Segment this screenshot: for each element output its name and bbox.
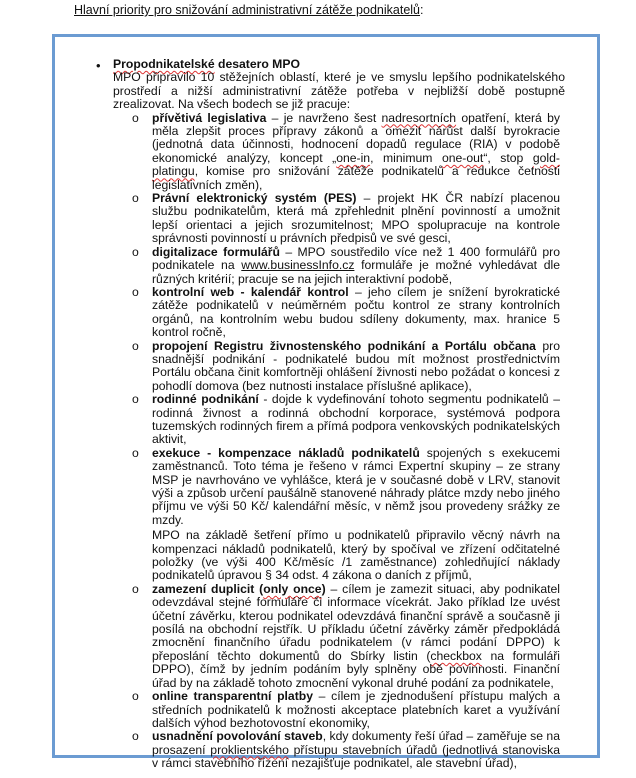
bold-label: digitalizace formulářů — [152, 244, 280, 259]
box-content — [55, 58, 597, 771]
text-segment: nadresortních — [381, 110, 457, 125]
bold-label: rodinné podnikání — [152, 392, 259, 407]
priority-item — [132, 445, 560, 583]
text-segment: – cílem je zamezit situaci, aby podnikatel odevzdával stejné formuláře či informace vícekrát. Jako příklad lze uvést účetní závěrku, kterou podnikatel odevzdává finanční správě a současně ji posílá na obchodní rejstřík. U příkladu účetní závěrky záměr předpokládá zmocnění finančního úřadu podnikatelem (v rámci podání DPPO) k přeposlání těchto dokumentů do Sbírky listin ( — [152, 581, 560, 663]
title-colon: : — [420, 3, 424, 17]
circle-bullet-icon: o — [132, 338, 139, 353]
text-segment: přístupu stavebních úřadů (jednotlivá stanoviska v rámci stavebního řízení nezajišťuje podnikatel, ale stavební úřad), — [152, 742, 560, 771]
priority-list — [113, 112, 565, 771]
text-segment: na formuláři DPPO), čímž by jedním podáním byly splněny obě povinnosti. Finanční úřad by na základě tohoto zmocnění vykonal druhé podání za podnikatele, — [152, 648, 560, 690]
bold-label: kontrolní web - kalendář kontrol — [152, 284, 349, 299]
priority-item-text — [152, 340, 560, 394]
title-text: Hlavní priority pro snižování administrativní zátěže podnikatelů — [74, 3, 421, 17]
text-segment: spojených s exekucemi zaměstnanců. Toto téma je řešeno v rámci Expertní skupiny – ze strany MSP je navrhováno ve vyhlášce, která je v současné době v LRV, stanovit výši a způsob určení paušálně stanovené náhrady plátce mzdy nebo jiného příjmu ve výši 50 Kč/ kalendářní měsíc, v němž jsou provedeny srážky ze mzdy. — [152, 445, 560, 527]
text-segment: proklientského — [210, 742, 289, 757]
bullet-icon: • — [96, 58, 101, 73]
text-segment: one-out — [441, 150, 484, 165]
section-heading — [113, 58, 565, 71]
text-segment: – MPO soustředilo více než 1 400 formulářů pro podnikatele na — [152, 244, 560, 273]
text-segment: desatero MPO — [214, 57, 300, 71]
priority-item-text — [152, 246, 560, 286]
bold-label: exekuce - kompenzace nákladů podnikatelů — [152, 445, 420, 460]
text-segment: opatření, která by měla zlepšit proces přípravy zákonů a omezit nárůst další byrokracie (jednotná data účinnosti, hodnocení dopadů regulace (RIA) v podobě ekonomické analýzy, koncept „ — [152, 110, 560, 165]
text-segment: – cílem je zjednodušení přístupu malých a středních podnikatelů k možnosti akceptace platebních karet a využívání dalších výhod bezhotovostní ekonomiky, — [152, 689, 560, 730]
priority-item-text — [152, 192, 560, 246]
bold-label: Právní elektronický systém (PES) — [152, 191, 357, 206]
circle-bullet-icon: o — [132, 244, 139, 259]
text-segment: – jeho cílem je snížení byrokratické zátěže podnikatelů v neúměrném počtu kontrol ze strany kontrolních orgánů, na kontrolním webu budou sdíleny dokumenty, max. hranice 5 kontrol ročně, — [152, 284, 560, 340]
priority-item-text — [152, 286, 560, 340]
bold-label: only once — [263, 581, 322, 596]
circle-bullet-icon: o — [132, 284, 139, 299]
priority-item-text — [152, 583, 560, 690]
bold-label: propojení Registru živnostenského podnikání a Portálu občana — [152, 338, 536, 353]
text-segment: , minimum — [370, 150, 442, 165]
text-segment: gold-platingu — [152, 150, 560, 179]
priority-item-text — [152, 112, 560, 192]
priority-item-continuation: MPO na základě šetření přímo u podnikatelů připravilo věcný návrh na kompenzaci nákladů podnikatelů, který by spočíval ve zřízení odčitatelné položky (ve výši 400 Kč/měsíc /1 zaměstnance) zohledňující náklady podnikatelů úpravou § 34 odst. 4 zákona o daních z příjmů, — [152, 528, 560, 583]
priority-item — [132, 244, 560, 286]
text-segment: pro snadnější podnikání - podnikatelé budou mít možnost prostřednictvím Portálu občana činit komfortněji ohlášení živnosti nebo požádat o koncesi z pohodlí domova (bez nutnosti instalace příslušné aplikace), — [152, 338, 560, 393]
priority-item — [132, 392, 560, 447]
priority-item-text — [152, 730, 560, 770]
text-segment: – projekt HK ČR nabízí placenou službu podnikatelům, která má zpřehlednit plnění povinností a umožnit lepší orientaci a jejich srozumitelnost; MPO spolupracuje na kontrole správnosti povinností u právních předpisů ve své gesci, — [152, 191, 560, 246]
priority-item — [132, 284, 560, 340]
text-segment: formuláře je možné vyhledávat dle různých kritérií; pracuje se na jejich interaktivní podobě, — [152, 258, 560, 286]
priority-item-text — [152, 393, 560, 447]
text-segment: – je navrženo šest — [266, 110, 382, 125]
priority-item-text — [152, 690, 560, 730]
circle-bullet-icon: o — [132, 689, 139, 704]
text-segment: one-in — [336, 150, 371, 165]
bold-label: online transparentní platby — [152, 689, 313, 704]
section-propodnikatelske-desatero — [96, 57, 565, 771]
priority-item — [132, 110, 560, 192]
circle-bullet-icon: o — [132, 729, 139, 744]
bold-label: přívětivá legislativa — [152, 110, 267, 125]
text-segment: , komise pro snižování zátěže podnikatelů a redukce četnosti legislativních změn), — [152, 164, 560, 192]
text-segment: Propodnikatelské — [113, 57, 215, 71]
section-intro: MPO připravilo 10 stěžejních oblastí, které je ve smyslu lepšího podnikatelského prostředí a nižší administrativní zátěže potřeba v nejbližší době postupně zrealizovat. Na všech bodech se již pracuje: — [113, 70, 565, 112]
bordered-text-box — [52, 34, 600, 771]
priority-item — [132, 191, 560, 246]
priority-item-text — [152, 447, 560, 527]
text-segment: “, stop — [483, 150, 533, 165]
circle-bullet-icon: o — [132, 581, 139, 596]
circle-bullet-icon: o — [132, 110, 139, 125]
link-businessinfo[interactable]: www.businessInfo.cz — [241, 258, 355, 273]
priority-item — [132, 729, 560, 771]
circle-bullet-icon: o — [132, 191, 139, 206]
circle-bullet-icon: o — [132, 445, 139, 460]
text-segment: , kdy dokumenty řeší úřad – zaměřuje se na prosazení — [152, 729, 560, 757]
document-title — [74, 3, 424, 17]
priority-item — [132, 689, 560, 730]
circle-bullet-icon: o — [132, 392, 139, 407]
priority-item — [132, 338, 560, 394]
bold-label: ) — [321, 581, 326, 596]
bold-label: zamezení duplicit ( — [152, 581, 264, 596]
text-segment: checkbox — [430, 648, 482, 663]
priority-item — [132, 581, 560, 690]
bold-label: usnadnění povolování staveb — [152, 729, 323, 744]
text-segment: - dojde k vydefinování tohoto segmentu podnikatelů – rodinná živnost a rodinná obchodní korporace, systémová podpora tuzemských rodinných firem a přímá podpora venkovských podnikatelských aktivit, — [152, 392, 560, 447]
